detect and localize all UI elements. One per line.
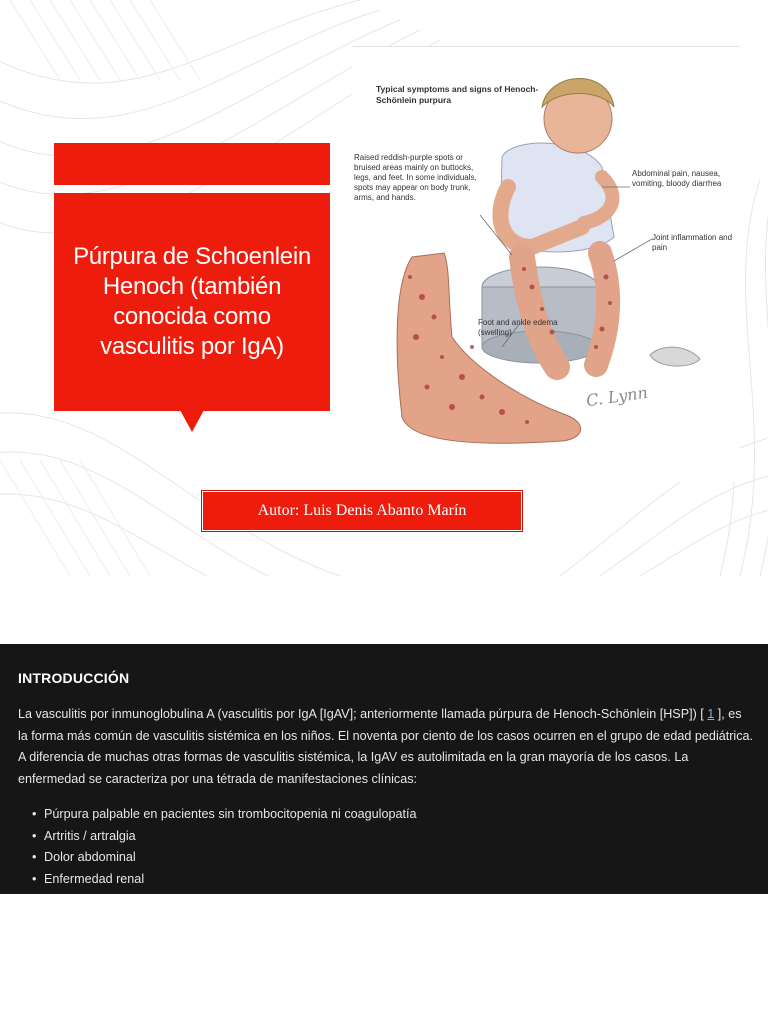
- callout-pointer: [180, 410, 204, 432]
- manifestations-list: [18, 804, 750, 890]
- list-item: • Púrpura palpable en pacientes sin trombocitopenia ni coagulopatía: [32, 804, 750, 826]
- introduction-slide: [0, 644, 768, 894]
- list-item: • Artritis / artralgia: [32, 826, 750, 848]
- section-heading: INTRODUCCIÓN: [18, 670, 130, 686]
- label-joint-inflammation: Joint inflammation and pain: [652, 233, 733, 252]
- author-banner: [202, 491, 522, 531]
- title-accent-strip: [54, 143, 330, 185]
- slide-title: Púrpura de Schoenlein Henoch (también conocida como vasculitis por IgA): [73, 243, 311, 360]
- author-name: Autor: Luis Denis Abanto Marín: [257, 502, 467, 519]
- title-callout-box: [54, 193, 330, 411]
- artist-signature: C. Lynn: [584, 382, 649, 411]
- list-item: • Dolor abdominal: [32, 847, 750, 869]
- medical-illustration: [352, 46, 740, 482]
- intro-paragraph: [18, 704, 754, 790]
- label-abdominal-pain: Abdominal pain, nausea, vomiting, bloody diarrhea: [632, 169, 722, 188]
- paragraph-text-end: ], es la forma más común de vasculitis sistémica en los niños. El noventa por ciento de los casos ocurren en el grupo de edad pediátrica. A diferencia de muchas otras formas de vasculitis sistémica, la IgAV es autolimitada en la gran mayoría de los casos. La enfermedad se caracteriza por una tétrada de manifestaciones clínicas:: [18, 707, 754, 786]
- reference-link[interactable]: 1: [707, 707, 715, 721]
- label-foot-edema: Foot and ankle edema (swelling): [478, 318, 558, 337]
- label-purpura-spots: Raised reddish-purple spots or bruised areas mainly on buttocks, legs, and feet. In some individuals, spots may appear on body trunk, arms, and hands.: [354, 153, 477, 202]
- child-with-purpura-drawing: [352, 47, 740, 483]
- paragraph-text-start: La vasculitis por inmunoglobulina A (vasculitis por IgA [IgAV]; anteriormente llamada púrpura de Henoch-Schönlein [HSP]) [: [18, 707, 708, 721]
- list-item: • Enfermedad renal: [32, 869, 750, 891]
- illustration-heading: Typical symptoms and signs of Henoch-Schönlein purpura: [376, 84, 539, 105]
